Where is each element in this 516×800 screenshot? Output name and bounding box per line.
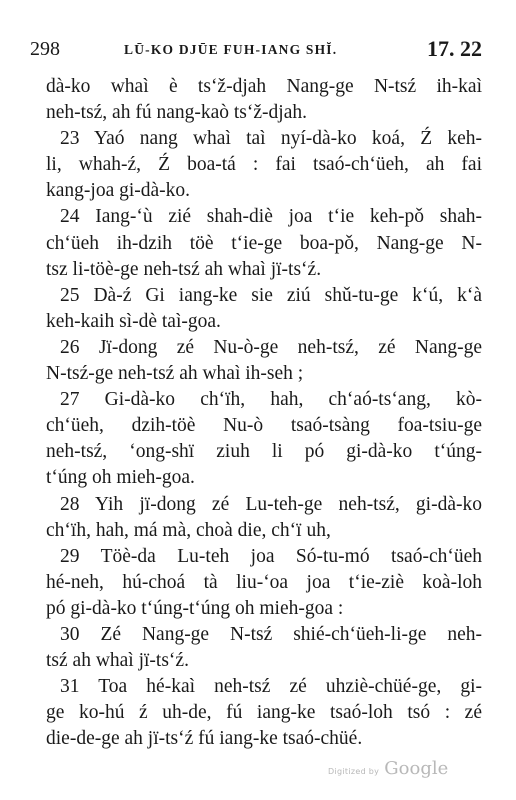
text-line: ch‘üeh, dzih-töè Nu-ò tsaó-tsàng foa-tsiu-ge	[46, 415, 482, 437]
chapter-verse-ref: 17. 22	[427, 36, 482, 61]
text-line: ch‘üeh ih-dzih töè t‘ie-ge boa-pǒ, Nang-ge N-	[46, 232, 482, 254]
text-line: li, whah-ź, Ź boa-tá : fai tsaó-ch‘üeh, ah fai	[46, 154, 482, 176]
text-line: pó gi-dà-ko t‘úng-t‘úng oh mieh-goa :	[46, 597, 344, 619]
text-line: dà-ko whaì è ts‘ž-djah Nang-ge N-tsź ih-kaì	[46, 76, 482, 97]
running-title: LŪ-KO DJŪE FUH-IANG SHĬ.	[124, 42, 338, 57]
text-line: N-tsź-ge neh-tsź ah whaì ih-seh ;	[46, 363, 304, 385]
text-line: 31 Toa hé-kaì neh-tsź zé uhziè-chüé-ge, gi-	[60, 676, 482, 698]
text-line: 25 Dà-ź Gi iang-ke sie ziú shǔ-tu-ge k‘ú, k‘à	[60, 284, 482, 306]
text-line: hé-neh, hú-choá tà liu-‘oa joa t‘ie-ziè koà-loh	[46, 571, 482, 593]
text-line: keh-kaih sì-dè taì-goa.	[46, 310, 221, 332]
text-line: 30 Zé Nang-ge N-tsź shié-ch‘üeh-li-ge neh-	[60, 623, 482, 645]
text-line: neh-tsź, ah fú nang-kaò ts‘ž-djah.	[46, 102, 307, 124]
watermark-brand: Google	[384, 758, 449, 779]
body-text	[46, 74, 482, 752]
digitized-watermark	[328, 758, 448, 779]
text-line: neh-tsź, ‘ong-shï ziuh li pó gi-dà-ko t‘úng-	[46, 441, 482, 463]
text-line: 29 Töè-da Lu-teh joa Só-tu-mó tsaó-ch‘üeh	[60, 545, 482, 567]
text-line: ge ko-hú ź uh-de, fú iang-ke tsaó-loh tsó : zé	[46, 702, 482, 724]
text-line: t‘úng oh mieh-goa.	[46, 467, 195, 489]
text-line: kang-joa gi-dà-ko.	[46, 180, 191, 202]
text-line: 24 Iang-‘ù zié shah-diè joa t‘ie keh-pǒ shah-	[60, 206, 482, 228]
text-line: die-de-ge ah jï-ts‘ź fú iang-ke tsaó-chüé.	[46, 728, 363, 750]
watermark-prefix: Digitized by	[328, 767, 380, 776]
text-line: ch‘ïh, hah, má mà, choà die, ch‘ï uh,	[46, 519, 331, 541]
text-line: 28 Yih jï-dong zé Lu-teh-ge neh-tsź, gi-dà-ko	[60, 493, 482, 515]
text-line: 27 Gi-dà-ko ch‘ïh, hah, ch‘aó-ts‘ang, kò-	[60, 389, 482, 411]
text-line: tsz li-töè-ge neh-tsź ah whaì jï-ts‘ź.	[46, 258, 322, 280]
text-line: 23 Yaó nang whaì taì nyí-dà-ko koá, Ź keh-	[60, 128, 482, 150]
text-line: 26 Jï-dong zé Nu-ò-ge neh-tsź, zé Nang-ge	[60, 336, 482, 358]
text-line: tsź ah whaì jï-ts‘ź.	[46, 650, 189, 672]
page-number: 298	[30, 38, 60, 60]
page-header	[30, 38, 486, 64]
